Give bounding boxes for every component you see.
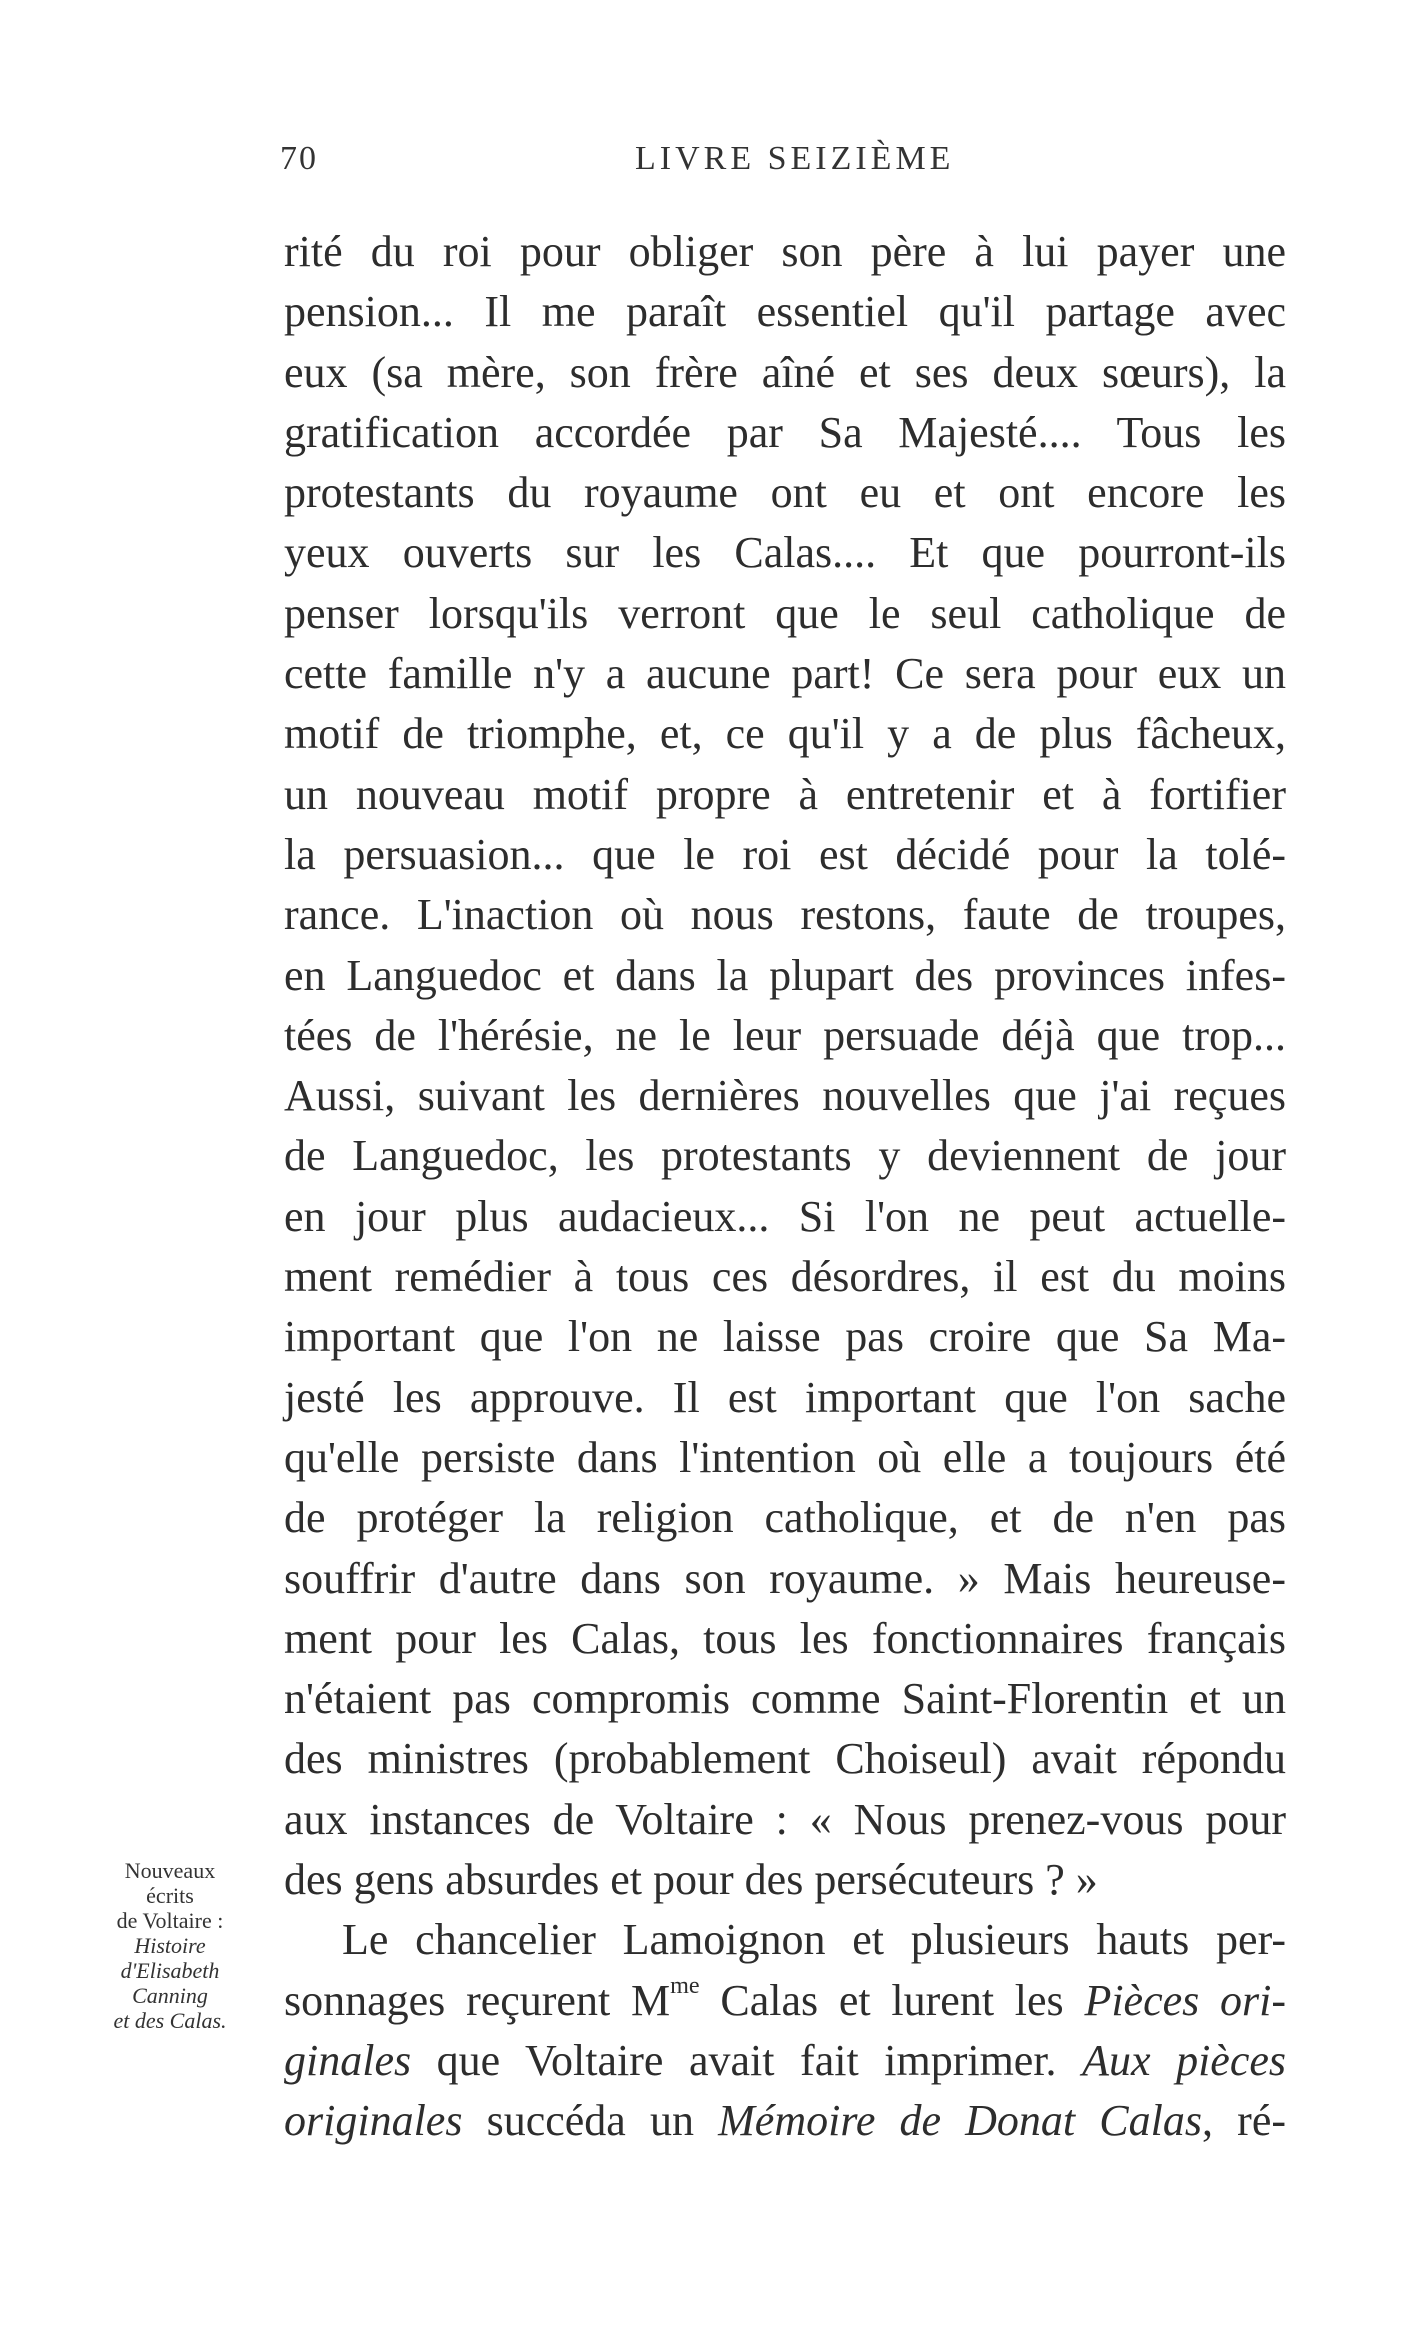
margin-note-line: et des Calas. bbox=[113, 2008, 227, 2033]
text-line bbox=[284, 1971, 1286, 2031]
text-run: sonnages reçurent M bbox=[284, 1975, 671, 2025]
margin-note-line: de Voltaire : bbox=[116, 1908, 224, 1933]
body-text bbox=[284, 222, 1286, 2152]
text-line: Le chancelier Lamoignon et plusieurs hauts per- bbox=[342, 1915, 1286, 1965]
text-line: rance. L'inaction où nous restons, faute de troupes, bbox=[284, 890, 1286, 940]
text-line: penser lorsqu'ils verront que le seul catholique de bbox=[284, 588, 1286, 638]
text-line: de Languedoc, les protestants y deviennent de jour bbox=[284, 1131, 1286, 1181]
text-line: ment pour les Calas, tous les fonctionnaires français bbox=[284, 1613, 1286, 1663]
text-line: des gens absurdes et pour des persécuteurs ? » bbox=[284, 1855, 1098, 1905]
text-line: des ministres (probablement Choiseul) avait répondu bbox=[284, 1734, 1286, 1784]
text-line bbox=[284, 2091, 1286, 2151]
text-line: important que l'on ne laisse pas croire que Sa Ma- bbox=[284, 1312, 1286, 1362]
margin-note-line: d'Elisabeth bbox=[120, 1958, 220, 1983]
text-line: souffrir d'autre dans son royaume. » Mais heureuse- bbox=[284, 1553, 1286, 1603]
text-line: n'étaient pas compromis comme Saint-Florentin et un bbox=[284, 1674, 1286, 1724]
text-line: la persuasion... que le roi est décidé pour la tolé- bbox=[284, 829, 1286, 879]
text-line: un nouveau motif propre à entretenir et à fortifier bbox=[284, 769, 1286, 819]
text-line: tées de l'hérésie, ne le leur persuade déjà que trop... bbox=[284, 1010, 1286, 1060]
text-line: motif de triomphe, et, ce qu'il y a de plus fâcheux, bbox=[284, 709, 1286, 759]
text-line: rité du roi pour obliger son père à lui payer une bbox=[284, 227, 1286, 276]
text-line: eux (sa mère, son frère aîné et ses deux sœurs), la bbox=[284, 347, 1286, 397]
text-line: yeux ouverts sur les Calas.... Et que pourront-ils bbox=[284, 528, 1286, 578]
text-line: qu'elle persiste dans l'intention où elle a toujours été bbox=[284, 1432, 1286, 1482]
text-line: en Languedoc et dans la plupart des provinces infes- bbox=[284, 950, 1286, 1000]
text-line: en jour plus audacieux... Si l'on ne peut actuelle- bbox=[284, 1191, 1286, 1241]
margin-note-line: Canning bbox=[132, 1983, 208, 2008]
margin-note bbox=[70, 1858, 270, 2033]
text-line: de protéger la religion catholique, et de n'en pas bbox=[284, 1493, 1286, 1543]
superscript: me bbox=[670, 1971, 700, 1999]
text-line: cette famille n'y a aucune part! Ce sera pour eux un bbox=[284, 649, 1286, 699]
text-run: , ré- bbox=[1202, 2096, 1286, 2146]
page-number: 70 bbox=[280, 140, 318, 177]
text-line bbox=[284, 2031, 1286, 2091]
text-line: Aussi, suivant les dernières nouvelles que j'ai reçues bbox=[284, 1071, 1286, 1121]
italic-title: originales bbox=[284, 2096, 463, 2146]
margin-note-line: Histoire bbox=[134, 1933, 206, 1958]
margin-note-line: Nouveaux bbox=[124, 1858, 216, 1883]
margin-note-line: écrits bbox=[146, 1883, 194, 1908]
text-line: pension... Il me paraît essentiel qu'il partage avec bbox=[284, 287, 1286, 337]
text-line: jesté les approuve. Il est important que l'on sache bbox=[284, 1372, 1286, 1422]
text-run: Calas et lurent les bbox=[699, 1975, 1085, 2025]
text-line: gratification accordée par Sa Majesté.... Tous les bbox=[284, 407, 1286, 457]
italic-title: Pièces ori- bbox=[1084, 1975, 1287, 2025]
text-line: ment remédier à tous ces désordres, il est du moins bbox=[284, 1252, 1286, 1302]
italic-title: ginales bbox=[284, 2035, 412, 2085]
text-line: protestants du royaume ont eu et ont encore les bbox=[284, 468, 1286, 518]
text-run: succéda un bbox=[462, 2096, 719, 2146]
italic-title: Mémoire de Donat Calas bbox=[718, 2096, 1203, 2146]
page-header bbox=[280, 140, 1290, 190]
text-run: que Voltaire avait fait imprimer. bbox=[411, 2035, 1083, 2085]
text-line: aux instances de Voltaire : « Nous prenez-vous pour bbox=[284, 1794, 1286, 1844]
italic-title: Aux pièces bbox=[1082, 2035, 1287, 2085]
running-head: LIVRE SEIZIÈME bbox=[635, 140, 955, 177]
